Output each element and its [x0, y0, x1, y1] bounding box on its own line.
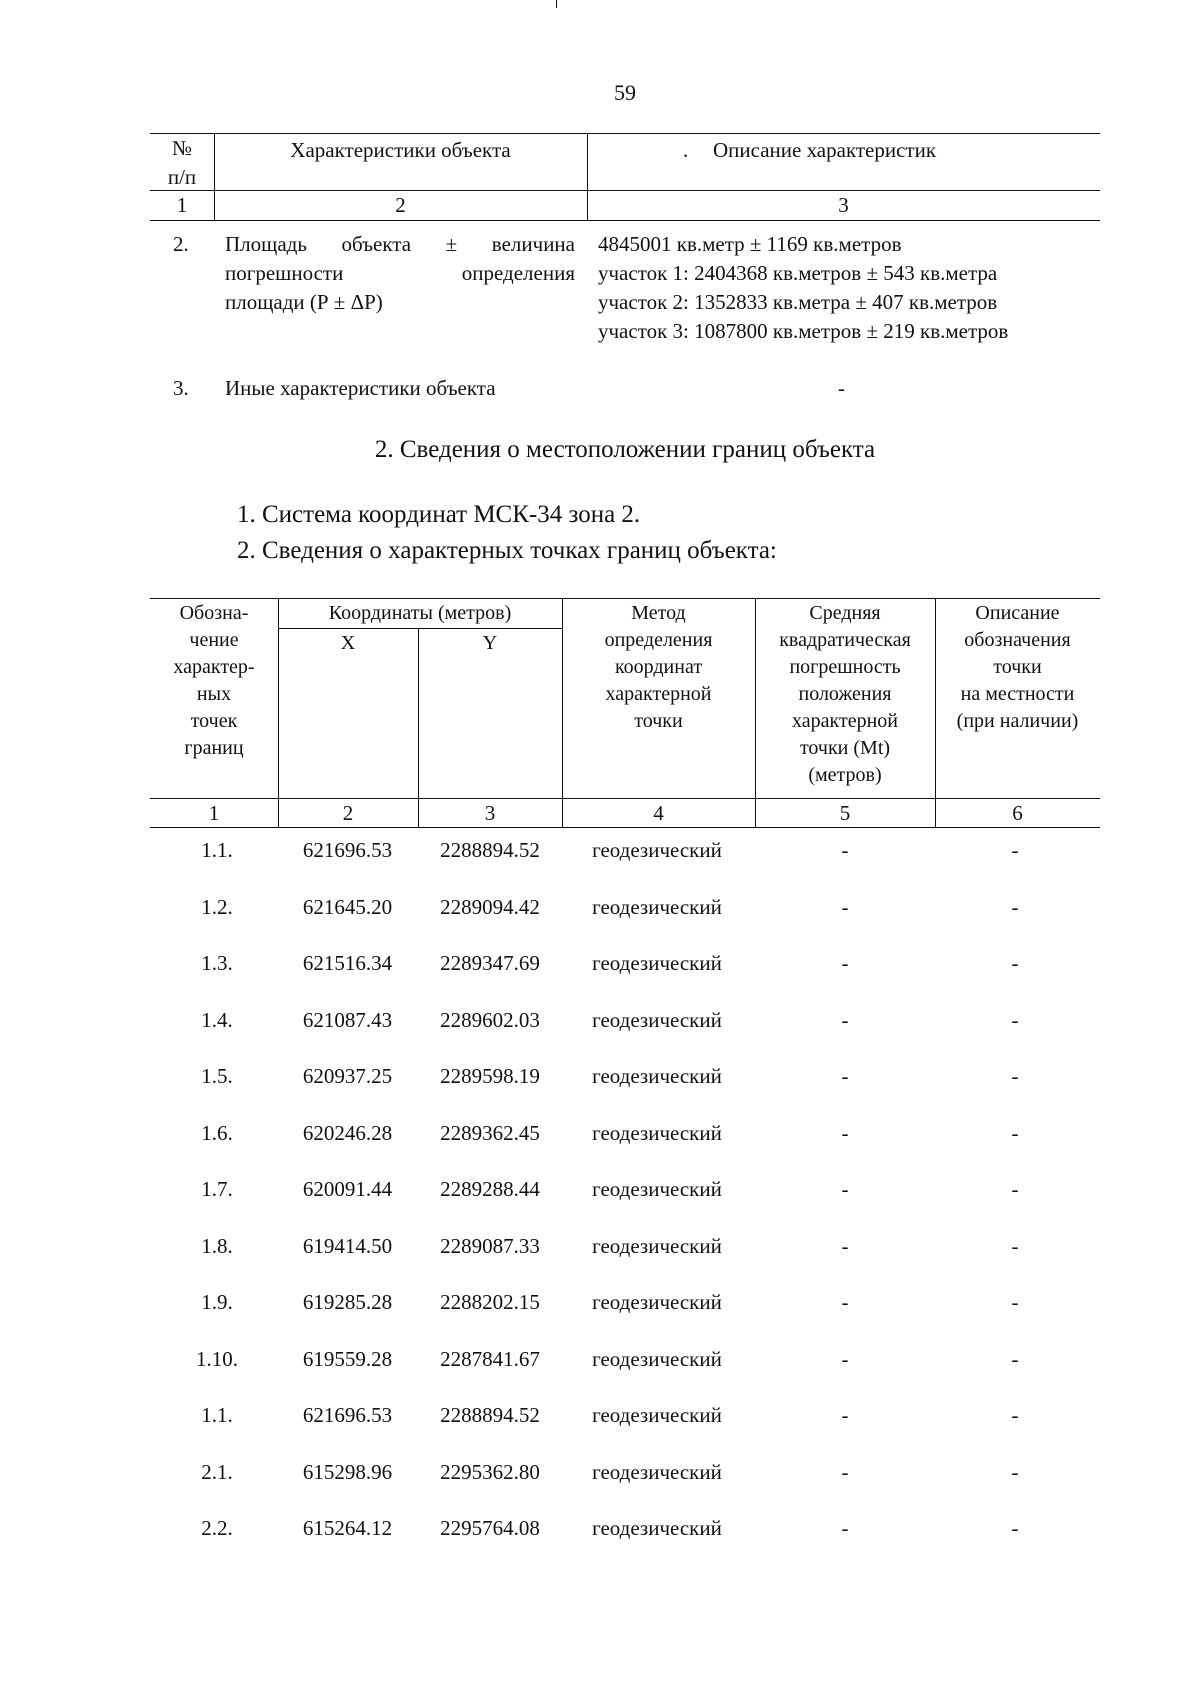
- cell-method: геодезический: [592, 1120, 722, 1145]
- table-row: [0, 1234, 1200, 1264]
- cell-desc: -: [1011, 1516, 1019, 1540]
- col-number-3: 3: [484, 801, 496, 825]
- col-number-5: 5: [839, 801, 851, 825]
- section-title: 2. Сведения о местоположении границ объекта: [374, 436, 876, 463]
- cell-method: геодезический: [592, 1233, 722, 1258]
- cell-err: -: [841, 1346, 849, 1371]
- header-y: Y: [482, 632, 498, 654]
- col-number-3: 3: [838, 193, 849, 217]
- header-mark: .: [683, 138, 689, 162]
- table-row: [0, 1347, 1200, 1377]
- cell-method: геодезический: [592, 1459, 722, 1484]
- cell-y: 2288894.52: [440, 838, 540, 862]
- cell-y: 2289347.69: [440, 951, 540, 975]
- cell-err: -: [841, 1459, 849, 1484]
- cell-id: 1.7.: [201, 1177, 233, 1201]
- cell-id: 1.9.: [201, 1290, 233, 1314]
- cell-y: 2287841.67: [440, 1346, 540, 1371]
- col-number-2: 2: [395, 193, 406, 217]
- row-2-label-line-2: погрешности определения: [225, 261, 575, 285]
- cell-err: -: [841, 1064, 849, 1088]
- cell-x: 619285.28: [302, 1290, 393, 1314]
- cell-err: -: [841, 1290, 849, 1314]
- cell-x: 621087.43: [302, 1007, 393, 1032]
- cell-id: 1.10.: [196, 1346, 238, 1371]
- cell-err: -: [841, 1120, 849, 1145]
- cell-desc: -: [1011, 1177, 1019, 1201]
- cell-desc: -: [1011, 951, 1019, 975]
- cell-y: 2289288.44: [440, 1177, 540, 1201]
- row-2-number: 2.: [173, 232, 189, 256]
- cell-x: 620091.44: [302, 1177, 393, 1201]
- header-description: Описание характеристик: [713, 138, 937, 162]
- cell-x: 621645.20: [302, 894, 393, 919]
- row-3-value: -: [838, 376, 845, 400]
- col-number-2: 2: [342, 801, 354, 825]
- cell-y: 2288894.52: [440, 1403, 540, 1427]
- cell-err: -: [841, 1233, 849, 1258]
- cell-err: -: [841, 1007, 849, 1032]
- cell-x: 619559.28: [302, 1346, 393, 1371]
- cell-desc: -: [1011, 1007, 1019, 1032]
- cell-id: 2.1.: [201, 1459, 233, 1484]
- cell-id: 1.5.: [201, 1064, 233, 1088]
- cell-desc: -: [1011, 838, 1019, 862]
- cell-y: 2295764.08: [440, 1516, 540, 1540]
- area-plot-3: участок 3: 1087800 кв.метров ± 219 кв.метров: [598, 319, 1009, 343]
- cell-desc: -: [1011, 1290, 1019, 1314]
- header-x: X: [340, 632, 356, 654]
- cell-desc: -: [1011, 1459, 1019, 1484]
- cell-method: геодезический: [592, 1403, 722, 1427]
- table-row: [0, 895, 1200, 925]
- cell-x: 621696.53: [302, 1403, 393, 1427]
- cell-x: 619414.50: [302, 1233, 393, 1258]
- table-row: [0, 1460, 1200, 1490]
- header-coordinates: Координаты (метров): [328, 602, 512, 624]
- col-number-4: 4: [653, 801, 664, 825]
- table-row: [0, 1290, 1200, 1320]
- cell-id: 1.1.: [201, 1403, 233, 1427]
- cell-y: 2289598.19: [440, 1064, 540, 1088]
- cell-desc: -: [1011, 1120, 1019, 1145]
- cell-id: 1.3.: [201, 951, 233, 975]
- cell-method: геодезический: [592, 1346, 722, 1371]
- cell-id: 2.2.: [201, 1516, 233, 1540]
- cell-err: -: [841, 951, 849, 975]
- cell-desc: -: [1011, 1403, 1019, 1427]
- row-2-label-line-1: Площадь объекта ± величина: [225, 232, 575, 256]
- cell-x: 620246.28: [302, 1120, 393, 1145]
- cell-y: 2289087.33: [440, 1233, 540, 1258]
- cell-method: геодезический: [592, 894, 722, 919]
- table-row: [0, 838, 1200, 868]
- col-number-6: 6: [1012, 801, 1023, 825]
- cell-err: -: [841, 1516, 849, 1540]
- header-method: Метод определения координат характерной точки: [604, 602, 713, 732]
- cell-method: геодезический: [592, 1007, 722, 1032]
- cell-err: -: [841, 894, 849, 919]
- cell-x: 621516.34: [302, 951, 393, 975]
- row-3-number: 3.: [173, 376, 189, 400]
- header-characteristics: Характеристики объекта: [290, 138, 511, 162]
- col-number-1: 1: [208, 801, 220, 825]
- cell-method: геодезический: [592, 1064, 722, 1088]
- table-row: [0, 951, 1200, 981]
- area-total: 4845001 кв.метр ± 1169 кв.метров: [598, 232, 902, 256]
- table-row: [0, 1121, 1200, 1151]
- cell-desc: -: [1011, 1233, 1019, 1258]
- cell-desc: -: [1011, 1346, 1019, 1371]
- cell-err: -: [841, 1403, 849, 1427]
- cell-method: геодезический: [592, 1290, 722, 1314]
- table-row: [0, 1403, 1200, 1433]
- cell-x: 615264.12: [302, 1516, 393, 1540]
- cell-id: 1.2.: [201, 894, 233, 919]
- row-3-label: Иные характеристики объекта: [225, 376, 496, 400]
- table-row: [0, 1177, 1200, 1207]
- header-mean-square-error: Средняя квадратическая погрешность положения характерной точки (Mt) (метров): [779, 602, 911, 786]
- table-row: [0, 1064, 1200, 1094]
- header-point-description: Описание обозначения точки на местности (при наличии): [956, 602, 1079, 732]
- area-plot-1: участок 1: 2404368 кв.метров ± 543 кв.метра: [598, 261, 998, 285]
- cell-err: -: [841, 838, 849, 862]
- cell-x: 621696.53: [302, 838, 393, 862]
- area-plot-2: участок 2: 1352833 кв.метра ± 407 кв.метров: [598, 290, 998, 314]
- cell-id: 1.4.: [201, 1007, 233, 1032]
- cell-method: геодезический: [592, 838, 722, 862]
- cell-y: 2288202.15: [440, 1290, 540, 1314]
- cell-id: 1.6.: [201, 1120, 233, 1145]
- cell-method: геодезический: [592, 1177, 722, 1201]
- cell-y: 2289602.03: [440, 1007, 540, 1032]
- cell-err: -: [841, 1177, 849, 1201]
- row-2-label-line-3: площади (Р ± ΔР): [225, 290, 383, 314]
- cell-desc: -: [1011, 894, 1019, 919]
- cell-y: 2289362.45: [440, 1120, 540, 1145]
- cell-id: 1.8.: [201, 1233, 233, 1258]
- cell-method: геодезический: [592, 1516, 722, 1540]
- cell-x: 620937.25: [302, 1064, 393, 1088]
- cell-x: 615298.96: [302, 1459, 393, 1484]
- table-row: [0, 1516, 1200, 1546]
- cell-y: 2289094.42: [440, 894, 540, 919]
- col-number-1: 1: [176, 193, 188, 217]
- cell-y: 2295362.80: [440, 1459, 540, 1484]
- cell-id: 1.1.: [201, 838, 233, 862]
- list-item-coordinate-system: 1. Система координат МСК-34 зона 2.: [237, 501, 641, 528]
- header-number: № п/п: [167, 136, 197, 189]
- header-point-designation: Обозна- чение характер- ных точек границ: [173, 602, 255, 759]
- table-row: [0, 1008, 1200, 1038]
- cell-method: геодезический: [592, 951, 722, 975]
- cell-desc: -: [1011, 1064, 1019, 1088]
- list-item-boundary-points: 2. Сведения о характерных точках границ объекта:: [237, 537, 777, 564]
- page-corner-mark: [556, 0, 557, 8]
- page-number: 59: [614, 80, 636, 105]
